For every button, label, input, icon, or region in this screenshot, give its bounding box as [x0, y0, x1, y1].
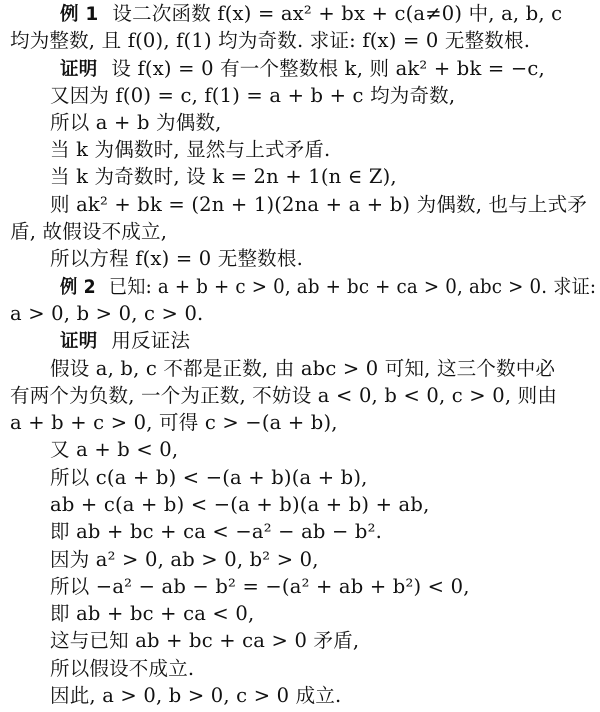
doc-line: [50, 438, 178, 462]
doc-line: [60, 57, 545, 82]
line-text: 假设 a, b, c 不都是正数, 由 abc > 0 可知, 这三个数中必: [50, 357, 556, 380]
line-text: 所以方程 f(x) = 0 无整数根.: [50, 247, 303, 270]
line-text: 则 ak² + bk = (2n + 1)(2na + a + b) 为偶数, 也与上式矛: [50, 193, 588, 216]
line-text: 又因为 f(0) = c, f(1) = a + b + c 均为奇数,: [50, 84, 456, 107]
line-text: 因此, a > 0, b > 0, c > 0 成立.: [50, 684, 342, 707]
line-text: 有两个为负数, 一个为正数, 不妨设 a < 0, b < 0, c > 0, 则由: [10, 384, 558, 407]
doc-line: [10, 29, 530, 53]
example-label: 例 2: [60, 277, 96, 298]
doc-line: [10, 411, 338, 435]
doc-line: [10, 220, 167, 244]
doc-line: [50, 629, 359, 653]
line-text: 所以 c(a + b) < −(a + b)(a + b),: [50, 466, 368, 489]
line-text: 已知: a + b + c > 0, ab + bc + ca > 0, abc > 0. 求证:: [108, 275, 597, 298]
doc-line: [50, 548, 319, 572]
doc-line: [10, 302, 203, 326]
doc-line: [50, 493, 429, 517]
line-text: 又 a + b < 0,: [50, 438, 179, 461]
doc-line: [60, 2, 562, 27]
doc-line: [50, 602, 254, 626]
line-text: 当 k 为偶数时, 显然与上式矛盾.: [50, 138, 331, 161]
line-text: 所以假设不成立.: [50, 657, 195, 680]
line-text: ab + c(a + b) < −(a + b)(a + b) + ab,: [50, 493, 430, 516]
doc-line: [50, 684, 341, 708]
doc-line: [60, 275, 596, 300]
line-text: 当 k 为奇数时, 设 k = 2n + 1(n ∈ Z),: [50, 165, 397, 188]
line-text: 即 ab + bc + ca < 0,: [50, 602, 255, 625]
doc-line: [50, 466, 368, 490]
doc-line: [50, 138, 330, 162]
line-text: 这与已知 ab + bc + ca > 0 矛盾,: [50, 629, 360, 652]
doc-line: [50, 193, 587, 217]
doc-line: [60, 329, 190, 354]
line-text: a + b + c > 0, 可得 c > −(a + b),: [10, 411, 338, 434]
doc-line: [50, 657, 194, 681]
doc-line: [50, 520, 382, 544]
doc-line: [50, 165, 397, 189]
doc-line: [50, 247, 303, 271]
line-text: 用反证法: [111, 329, 191, 352]
line-text: 设 f(x) = 0 有一个整数根 k, 则 ak² + bk = −c,: [111, 57, 545, 80]
line-text: 所以 a + b 为偶数,: [50, 111, 222, 134]
proof-label: 证明: [60, 331, 98, 352]
doc-line: [50, 357, 555, 381]
line-text: 所以 −a² − ab − b² = −(a² + ab + b²) < 0,: [50, 575, 470, 598]
example-label: 例 1: [60, 4, 99, 25]
doc-line: [50, 84, 455, 108]
line-text: 即 ab + bc + ca < −a² − ab − b².: [50, 520, 383, 543]
line-text: 因为 a² > 0, ab > 0, b² > 0,: [50, 548, 319, 571]
line-text: 均为整数, 且 f(0), f(1) 均为奇数. 求证: f(x) = 0 无整数根.: [10, 29, 531, 52]
doc-line: [50, 575, 470, 599]
proof-label: 证明: [60, 59, 98, 80]
line-text: 盾, 故假设不成立,: [10, 220, 168, 243]
line-text: a > 0, b > 0, c > 0.: [10, 302, 204, 325]
doc-line: [50, 111, 222, 135]
doc-line: [10, 384, 557, 408]
line-text: 设二次函数 f(x) = ax² + bx + c(a≠0) 中, a, b, c: [112, 2, 563, 25]
